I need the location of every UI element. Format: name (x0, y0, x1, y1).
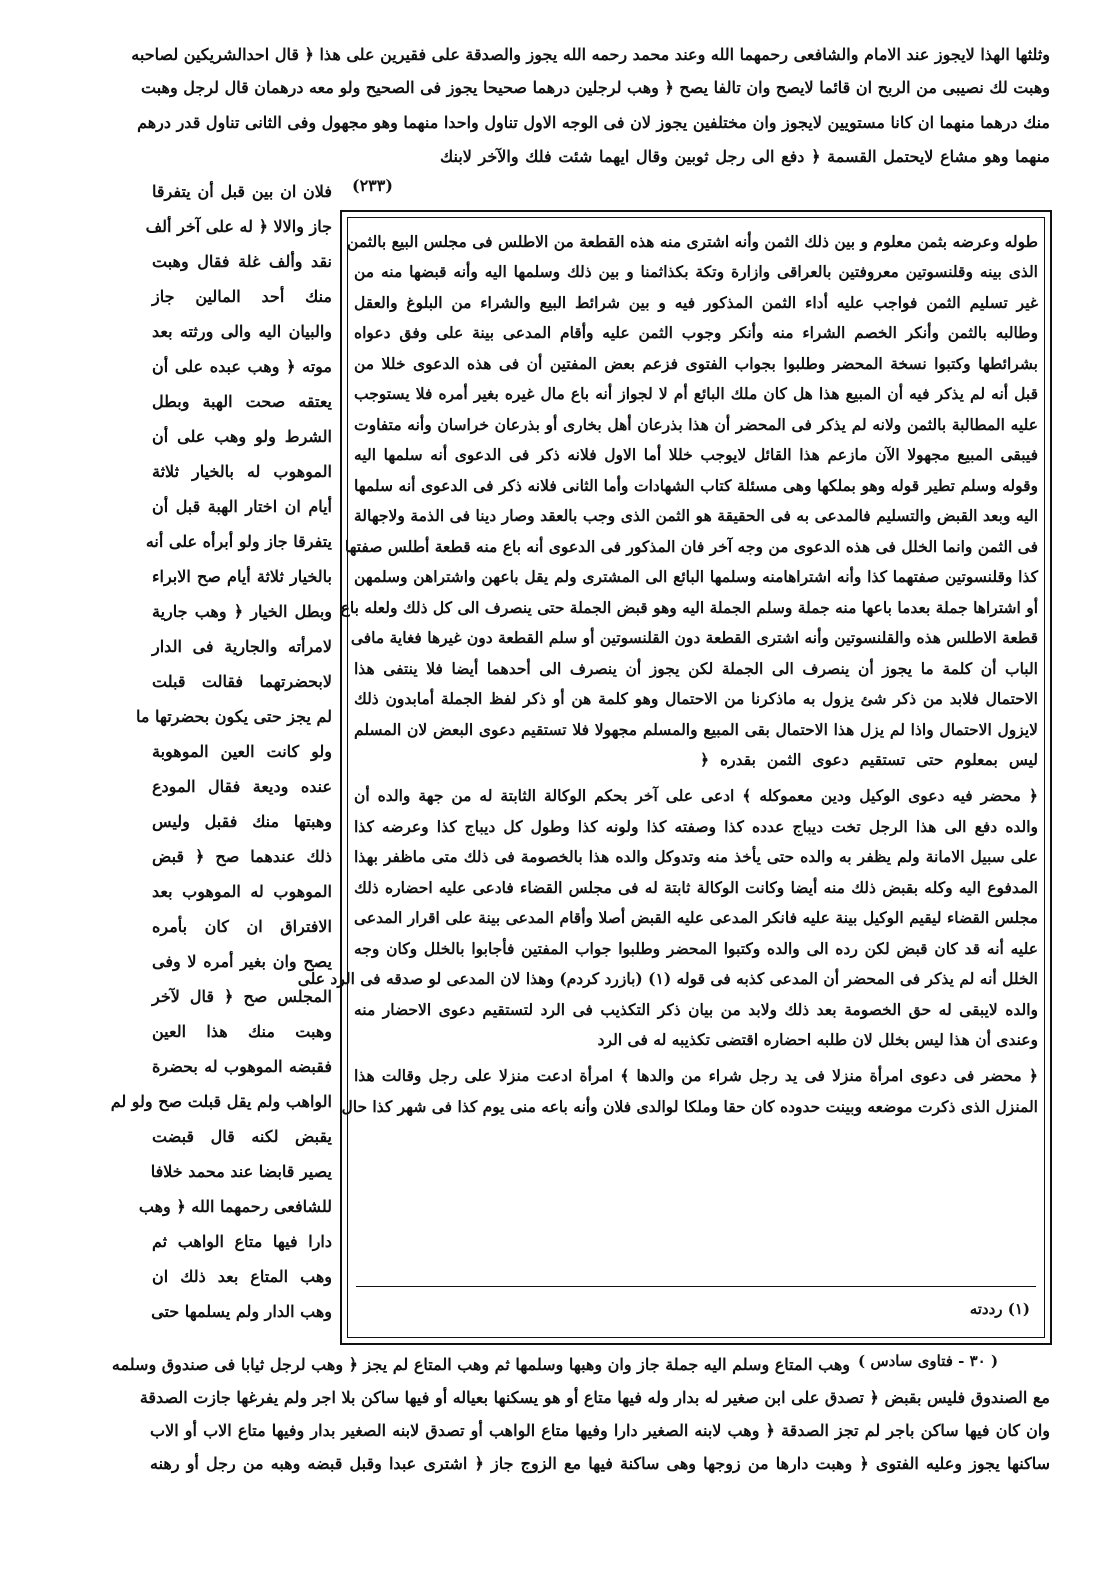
bottom-line: ساكنها يجوز وعليه الفتوى ﴿ وهبت دارها من زوجها وهى ساكنة فيها مع الزوج جاز ﴿ اشترى عبدا وقبل قبضه وهبه من رجل أو رهنه (150, 1454, 1050, 1473)
main-line: فى الثمن وانما الخلل فى هذه الدعوى من وجه آخر فان المذكور فى الدعوى أنه باع منه قطعة أطلس صفتها (344, 537, 1038, 556)
side-line: أيام ان اختار الهبة قبل أن (152, 497, 332, 516)
main-line: كذا وقلنسوتين صفتهما كذا وأنه اشتراهامنه وسلمها البائع الى المشترى ولم يقل باعهن واشتراهن وسلمهن (354, 567, 1038, 586)
main-line: وطالبه بالثمن وأنكر الخصم الشراء منه وأنكر وجوب الثمن عليه وأقام المدعى بينة على وفق دعواه (354, 323, 1038, 342)
side-line: الشرط ولو وهب على أن (152, 427, 332, 446)
side-line: يتفرقا جاز ولو أبرأه على أنه (145, 532, 332, 551)
side-line: فقبضه الموهوب له بحضرة (152, 1057, 332, 1076)
main-line: والده لايبقى له حق الخصومة بعد ذلك ولابد من بيان ذكر التكذيب فى الرد لتستقيم دعوى الاحضار منه (354, 1000, 1038, 1019)
top-line: منهما وهو مشاع لايحتمل القسمة ﴿ دفع الى رجل ثوبين وقال ايهما شئت فلك والآخر لابنك (440, 147, 1050, 166)
side-line: وهبت منك هذا العين (152, 1022, 332, 1041)
top-line: منك درهما منهما ان كانا مستويين لايجوز وان مختلفين يجوز لان فى الوجه الاول تناول واحدا منهما وهو مجهول وفى الثانى تناول قدر درهم (137, 113, 1050, 132)
side-line: موته ﴿ وهب عبده على أن (152, 357, 332, 376)
side-line: يصير قابضا عند محمد خلافا (150, 1162, 332, 1181)
main-line: الخلل أنه لم يذكر فى المحضر أن المدعى كذبه فى قوله (١) (بازرد كردم) وهذا لان المدعى لو صدقه فى الرد على (297, 969, 1038, 988)
main-line: والده دفع الى هذا الرجل تخت ديباج عدده كذا وصفته كذا ولونه كذا وطول كل ديباج كذا وعرضه كذا (354, 817, 1038, 836)
main-line: الذى بينه وقلنسوتين معروفتين بالعراقى وازارة وتكة بكذاثمنا و بين ذلك وسلمها اليه وأنه قبضها منه من (354, 262, 1038, 281)
main-line: لايزول الاحتمال واذا لم يزل هذا الاحتمال بقى المبيع والمسلم مجهولا فلا تستقيم دعوى البعض لان المسلم (354, 720, 1038, 739)
side-line: دارا فيها متاع الواهب ثم (152, 1232, 332, 1251)
side-line: لم يجز حتى يكون بحضرتها ما (136, 707, 332, 726)
side-line: الموهوب له بالخيار ثلاثة (152, 462, 332, 481)
side-line: ولو كانت العين الموهوبة (152, 742, 332, 761)
main-line: المدفوع اليه وكله بقبض ذلك منه أيضا وكانت الوكالة ثابتة له فى مجلس القضاء فادعى عليه احضاره ذلك (354, 878, 1038, 897)
main-line: غير تسليم الثمن فواجب عليه أداء الثمن المذكور فيه و بين شرائط البيع والشراء من البلوغ والعقل (354, 293, 1038, 312)
main-line: المنزل الذى ذكرت موضعه وبينت حدوده كان حقا وملكا لوالدى فلان وأنه باعه منى يوم كذا فى شهر كذا حال (341, 1097, 1038, 1116)
main-line: وقوله وسلم تطير قوله وهو بملكها وهى مسئلة كتاب الشهادات وأما الثانى فلانه ذكر فى الدعوى أنه سلمها (354, 476, 1038, 495)
side-line: وهب الدار ولم يسلمها حتى (151, 1302, 332, 1321)
side-line: يصح وان بغير أمره لا وفى (152, 952, 332, 971)
running-footer: ( ٣٠ - فتاوى سادس ) (858, 1352, 999, 1370)
side-line: ذلك عندهما صح ﴿ قبض (152, 847, 332, 866)
main-line: ليس بمعلوم حتى تستقيم دعوى الثمن بقدره ﴿ (700, 750, 1038, 769)
main-line: ﴿ محضر فى دعوى امرأة منزلا فى يد رجل شراء من والدها ﴾ امرأة ادعت منزلا على رجل وقالت هذا (354, 1066, 1038, 1085)
side-line: جاز والالا ﴿ له على آخر ألف (145, 217, 332, 236)
main-line: وعندى أن هذا ليس بخلل لان طلبه احضاره اقتضى تكذيبه له فى الرد (597, 1030, 1038, 1049)
side-line: للشافعى رحمهما الله ﴿ وهب (138, 1197, 332, 1216)
side-line: بالخيار ثلاثة أيام صح الابراء (152, 567, 332, 586)
side-line: الواهب ولم يقل قبلت صح ولو لم (110, 1092, 332, 1111)
main-line: الباب أن كلمة ما يجوز أن ينصرف الى الجملة لكن يجوز أن ينصرف الى أحدهما أيضا فلا ينتفى هذا (354, 659, 1038, 678)
main-line: الاحتمال فلابد من ذكر شئ يزول به ماذكرنا من الاحتمال وهو كلمة هن أو ذكر لفظ الجملة أمابدون ذلك (354, 689, 1038, 708)
main-line: قطعة الاطلس هذه والقلنسوتين وأنه اشترى القطعة دون القلنسوتين أو سلم القطعة دون غيرها فغاية مافى (350, 628, 1038, 647)
main-line: عليه المطالبة بالثمن ولانه لم يذكر فى المحضر أن هذا بذرعان أهل بخارى أو بذرعان خراسان وأنه متفاوت (354, 415, 1038, 434)
main-line: قبل أنه لم يذكر فيه أن المبيع هذا هل كان ملك البائع أم لا لجواز أنه باع مال غيره بغير أمره فلا يستوجب (354, 384, 1038, 403)
side-line: نقد وألف غلة فقال وهبت (152, 252, 332, 271)
main-line: عليه أنه قد كان قبض لكن رده الى والده وكتبوا المحضر وطلبوا جواب المفتين فأجابوا بالخلل وكان وجه (354, 939, 1038, 958)
side-line: وهب المتاع بعد ذلك ان (152, 1267, 332, 1286)
bottom-line: وهب المتاع وسلم اليه جملة جاز وان وهبها وسلمها ثم وهب المتاع لم يجز ﴿ وهب لرجل ثيابا فى صندوق وسلمه (111, 1355, 850, 1374)
main-line: فيبقى المبيع مجهولا الآن مازعم هذا القائل لايوجب خللا أما الاول فلانه ذكر فى الدعوى أنه سلمها اليه (354, 445, 1038, 464)
footnote: (١) رددته (969, 1300, 1030, 1318)
main-line: أو اشتراها جملة بعدما باعها منه جملة وسلم الجملة اليه وهو قبض الجملة حتى ينصرف الى كل ذلك ولعله باع (340, 598, 1038, 617)
bottom-line: مع الصندوق فليس بقبض ﴿ تصدق على ابن صغير له بدار وله فيها متاع أو هو يسكنها بعياله أو فيها ساكن بلا اجر ولم يفرغها جازت الصدقة (139, 1388, 1050, 1407)
side-line: الافتراق ان كان بأمره (152, 917, 332, 936)
top-line: وهبت لك نصيبى من الربح ان قائما لايصح وان تالفا يصح ﴿ وهب لرجلين درهما صحيحا يجوز فى الصحيح ولو معه درهمان قال لرجل وهبت (141, 78, 1050, 97)
side-line: لابحضرتهما فقالت قبلت (152, 672, 332, 691)
side-line: لامرأته والجارية فى الدار (152, 637, 332, 656)
bottom-line: وان كان فيها ساكن باجر لم تجز الصدقة ﴿ وهب لابنه الصغير دارا وفيها متاع الواهب أو تصدق لابنه الصغير بدار وفيها متاع الاب أو الاب (150, 1421, 1051, 1440)
side-line: وهبتها منك فقبل وليس (152, 812, 332, 831)
main-line: اليه وبعد القبض والتسليم فالمدعى به فى الحقيقة هو الثمن الذى وجب بالعقد وصار دينا فى الذمة ولاجهالة (354, 506, 1038, 525)
main-line: ﴿ محضر فيه دعوى الوكيل ودين معموكله ﴾ ادعى على آخر بحكم الوكالة الثابتة له من جهة والده أن (354, 786, 1038, 805)
top-line: وثلثها الهذا لايجوز عند الامام والشافعى رحمهما الله وعند محمد رحمه الله يجوز والصدقة على فقيرين على هذا ﴿ قال احدالشريكين لصاحبه (131, 45, 1050, 64)
side-line: منك أحد المالين جاز (152, 287, 332, 306)
side-line: يقبض لكنه قال قبضت (152, 1127, 332, 1146)
side-line: الموهوب له الموهوب بعد (152, 882, 332, 901)
footnote-divider (356, 1286, 1036, 1287)
main-line: مجلس القضاء ليقيم الوكيل بينة عليه فانكر المدعى عليه القبض أصلا وأقام المدعى بينة على اقرار المدعى (354, 908, 1038, 927)
side-line: والبيان اليه والى ورثته بعد (152, 322, 332, 341)
side-line: يعتقه صحت الهبة وبطل (152, 392, 332, 411)
page-number: (٢٣٣) (352, 176, 393, 195)
main-line: على سبيل الامانة ولم يظفر به والده حتى يأخذ منه وتدوكل والده هذا بالخصومة فى ذلك متى ماظفر بهذا (354, 847, 1038, 866)
main-line: بشرائطها وكتبوا نسخة المحضر وطلبوا بجواب الفتوى فزعم بعض المفتين أن فى هذه الدعوى خللا من (354, 354, 1038, 373)
side-line: عنده وديعة فقال المودع (152, 777, 332, 796)
side-line: وبطل الخيار ﴿ وهب جارية (152, 602, 332, 621)
side-line: فلان ان بين قبل أن يتفرقا (152, 182, 332, 201)
side-line: المجلس صح ﴿ قال لآخر (152, 987, 332, 1006)
main-line: طوله وعرضه بثمن معلوم و بين ذلك الثمن وأنه اشترى منه هذه القطعة من الاطلس فى مجلس البيع بالثمن (347, 232, 1038, 251)
